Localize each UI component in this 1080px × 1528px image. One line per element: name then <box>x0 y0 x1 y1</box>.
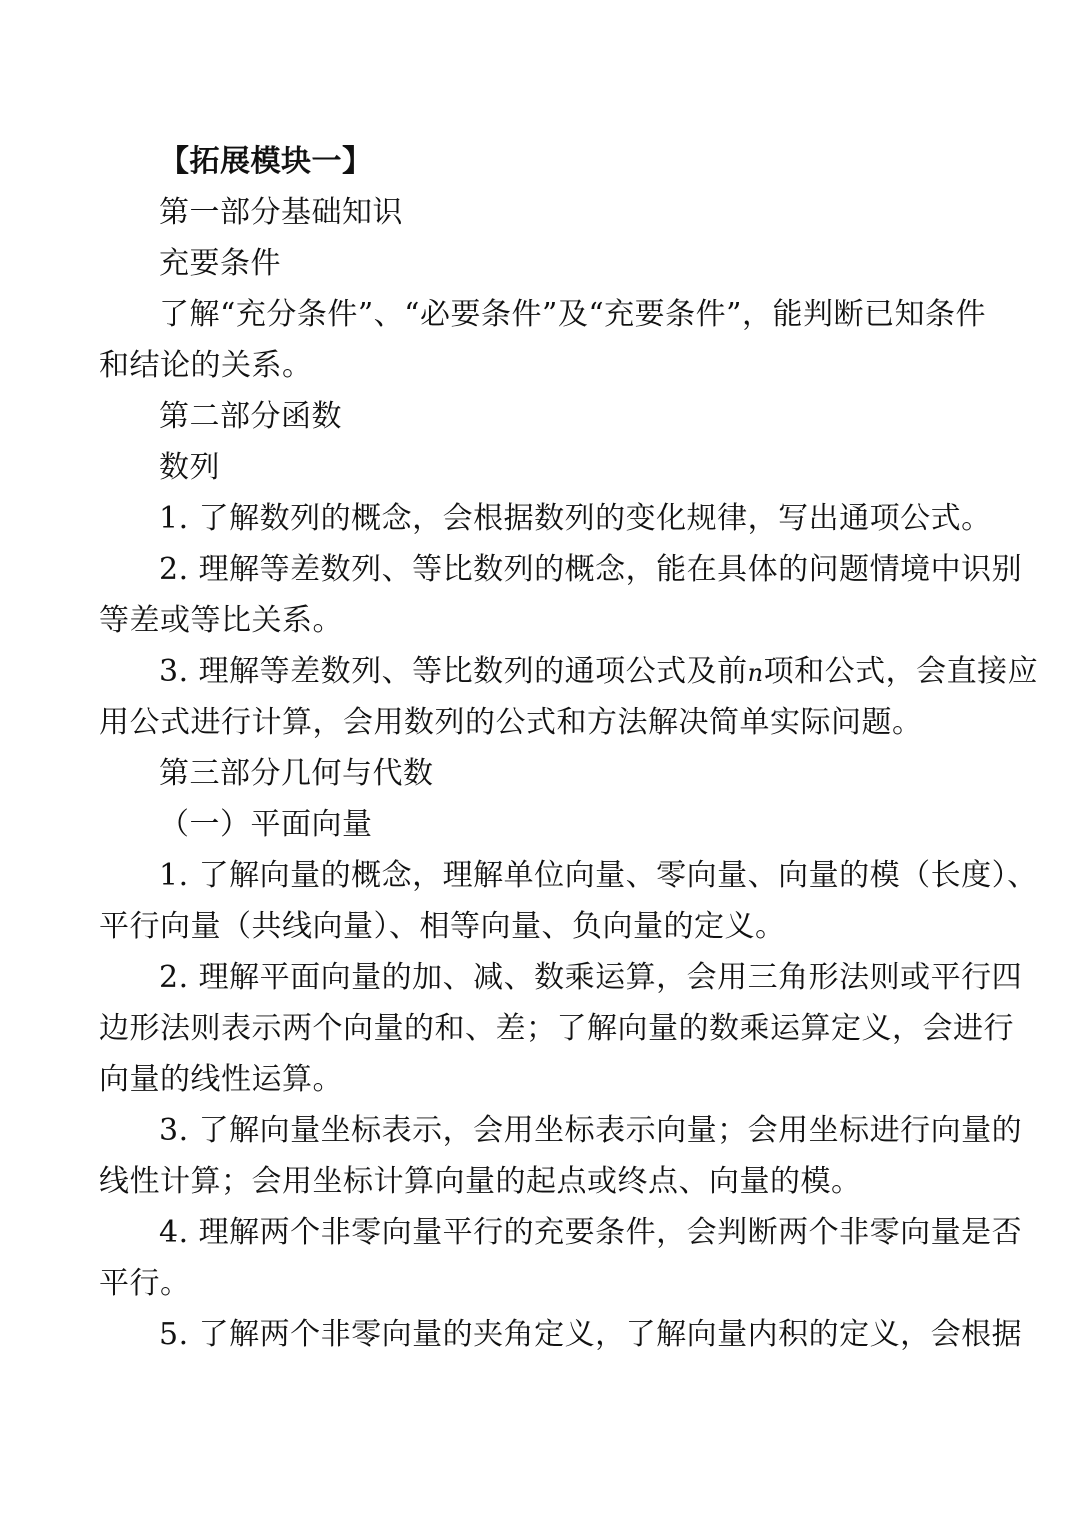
paragraph-line: 了解“充分条件”、“必要条件”及“充要条件”，能判断已知条件 <box>159 297 987 332</box>
list-item-line: 线性计算；会用坐标计算向量的起点或终点、向量的模。 <box>99 1164 862 1199</box>
text-segment: 3. 理解等差数列、等比数列的通项公式及前 <box>159 654 748 689</box>
part2-heading: 第二部分函数 <box>159 399 342 434</box>
list-item-line: 平行。 <box>99 1266 191 1301</box>
list-item-line: 用公式进行计算，会用数列的公式和方法解决简单实际问题。 <box>99 705 923 740</box>
part3-subheading: （一）平面向量 <box>159 807 373 842</box>
math-variable-n: n <box>747 659 764 687</box>
list-item-line: 1. 了解数列的概念，会根据数列的变化规律，写出通项公式。 <box>159 501 992 536</box>
list-item-line: 1. 了解向量的概念，理解单位向量、零向量、向量的模（长度）、 <box>159 858 1038 893</box>
list-item-line: 等差或等比关系。 <box>99 603 343 638</box>
module-title: 【拓展模块一】 <box>159 144 373 179</box>
list-item-line: 5. 了解两个非零向量的夹角定义，了解向量内积的定义，会根据 <box>159 1317 1023 1352</box>
part3-heading: 第三部分几何与代数 <box>159 756 434 791</box>
text-segment: 项和公式，会直接应 <box>763 654 1039 689</box>
list-item-line: 2. 理解平面向量的加、减、数乘运算，会用三角形法则或平行四 <box>159 960 1023 995</box>
part2-subheading: 数列 <box>159 450 220 485</box>
list-item-line: 边形法则表示两个向量的和、差；了解向量的数乘运算定义，会进行 <box>99 1011 1014 1046</box>
list-item-line <box>99 646 1039 697</box>
document-page <box>99 136 1039 1360</box>
list-item-line: 向量的线性运算。 <box>99 1062 343 1097</box>
paragraph-line: 和结论的关系。 <box>99 348 313 383</box>
list-item-line: 3. 了解向量坐标表示，会用坐标表示向量；会用坐标进行向量的 <box>159 1113 1023 1148</box>
list-item-line: 4. 理解两个非零向量平行的充要条件，会判断两个非零向量是否 <box>159 1215 1023 1250</box>
list-item-line: 2. 理解等差数列、等比数列的概念，能在具体的问题情境中识别 <box>159 552 1023 587</box>
part1-subheading: 充要条件 <box>159 246 281 281</box>
list-item-line: 平行向量（共线向量）、相等向量、负向量的定义。 <box>99 909 786 944</box>
part1-heading: 第一部分基础知识 <box>159 195 403 230</box>
